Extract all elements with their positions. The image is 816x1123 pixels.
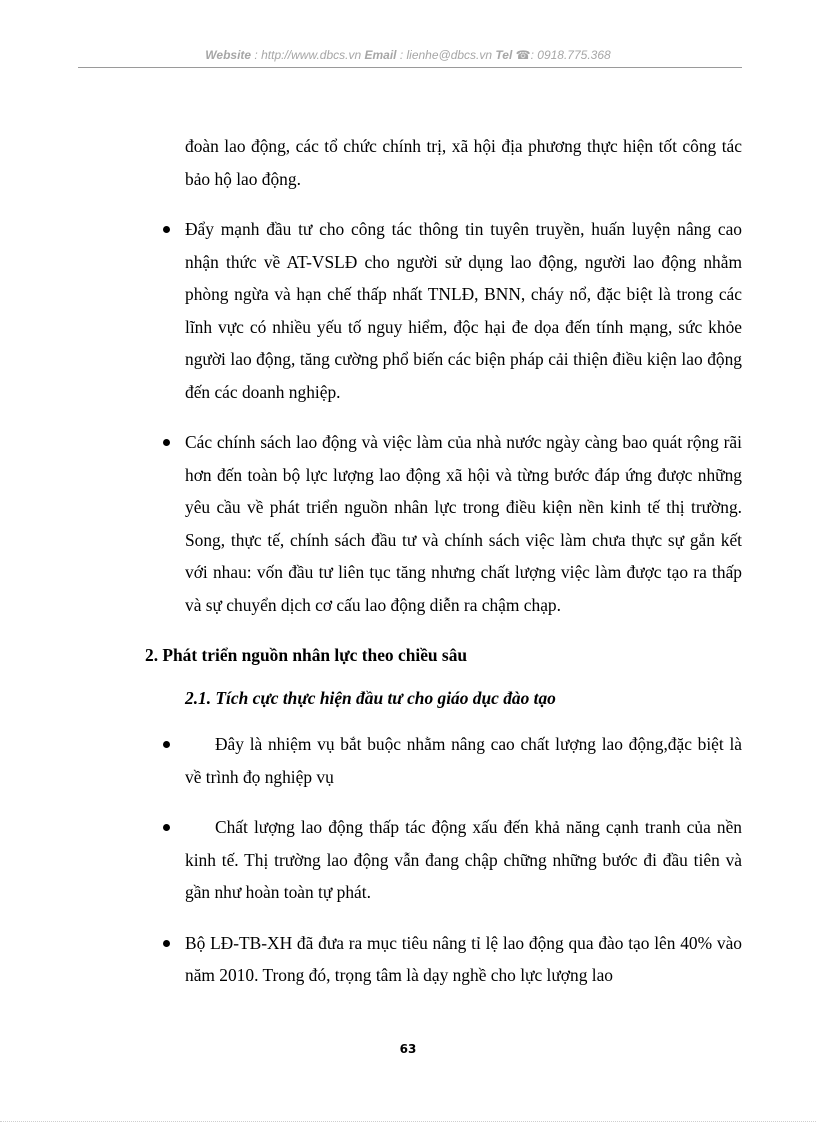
- page-number: 63: [399, 1042, 417, 1056]
- intro-paragraph: đoàn lao động, các tổ chức chính trị, xã hội địa phương thực hiện tốt công tác bảo hộ lao động.: [185, 136, 742, 189]
- section-heading: 2. Phát triển nguồn nhân lực theo chiều sâu: [145, 645, 468, 665]
- list-item: [145, 213, 742, 408]
- list-item-text: Các chính sách lao động và việc làm của nhà nước ngày càng bao quát rộng rãi hơn đến toàn bộ lực lượng lao động xã hội và từng bước đáp ứng được những yêu cầu về phát triển nguồn nhân lực trong điều kiện nền kinh tế thị trường. Song, thực tế, chính sách đầu tư và chính sách việc làm chưa thực sự gắn kết với nhau: vốn đầu tư liên tục tăng nhưng chất lượng việc làm được tạo ra thấp và sự chuyển dịch cơ cấu lao động diễn ra chậm chạp.: [185, 432, 742, 615]
- list-item-text: Đẩy mạnh đầu tư cho công tác thông tin tuyên truyền, huấn luyện nâng cao nhận thức về AT-VSLĐ cho người sử dụng lao động, người lao động nhằm phòng ngừa và hạn chế thấp nhất TNLĐ, BNN, cháy nổ, đặc biệt là trong các lĩnh vực có nhiều yếu tố nguy hiểm, độc hại đe dọa đến tính mạng, sức khỏe người lao động, tăng cường phổ biến các biện pháp cải thiện điều kiện lao động đến các doanh nghiệp.: [185, 219, 742, 402]
- telephone-icon: ☎: [515, 48, 531, 62]
- tel-label: Tel: [495, 48, 513, 62]
- page-body: [145, 130, 742, 1010]
- list-item-text: Đây là nhiệm vụ bắt buộc nhằm nâng cao chất lượng lao động,đặc biệt là về trình đọ nghiệp vụ: [185, 734, 742, 787]
- subsection-heading: 2.1. Tích cực thực hiện đầu tư cho giáo dục đào tạo: [185, 687, 556, 708]
- list-item: [145, 728, 742, 793]
- list-item: [145, 927, 742, 992]
- bullet-icon: [163, 824, 170, 831]
- bullet-icon: [163, 741, 170, 748]
- footer-divider: [0, 1121, 816, 1122]
- tel-value: : 0918.775.368: [530, 48, 611, 62]
- list-item-text: Chất lượng lao động thấp tác động xấu đến khả năng cạnh tranh của nền kinh tế. Thị trường lao động vẫn đang chập chững những bước đi đầu tiên và gần như hoàn toàn tự phát.: [185, 817, 742, 902]
- header-divider: [78, 67, 742, 68]
- email-label: Email: [364, 48, 397, 62]
- list-item-text: Bộ LĐ-TB-XH đã đưa ra mục tiêu nâng tỉ lệ lao động qua đào tạo lên 40% vào năm 2010. Trong đó, trọng tâm là dạy nghề cho lực lượng lao: [185, 932, 742, 985]
- website-value: : http://www.dbcs.vn: [251, 48, 365, 62]
- list-item: [145, 426, 742, 621]
- bullet-icon: [163, 226, 170, 233]
- website-label: Website: [205, 48, 252, 62]
- list-item: [145, 811, 742, 909]
- page-header: [0, 48, 816, 62]
- email-value: : lienhe@dbcs.vn: [396, 48, 496, 62]
- bullet-icon: [163, 439, 170, 446]
- bullet-icon: [163, 940, 170, 947]
